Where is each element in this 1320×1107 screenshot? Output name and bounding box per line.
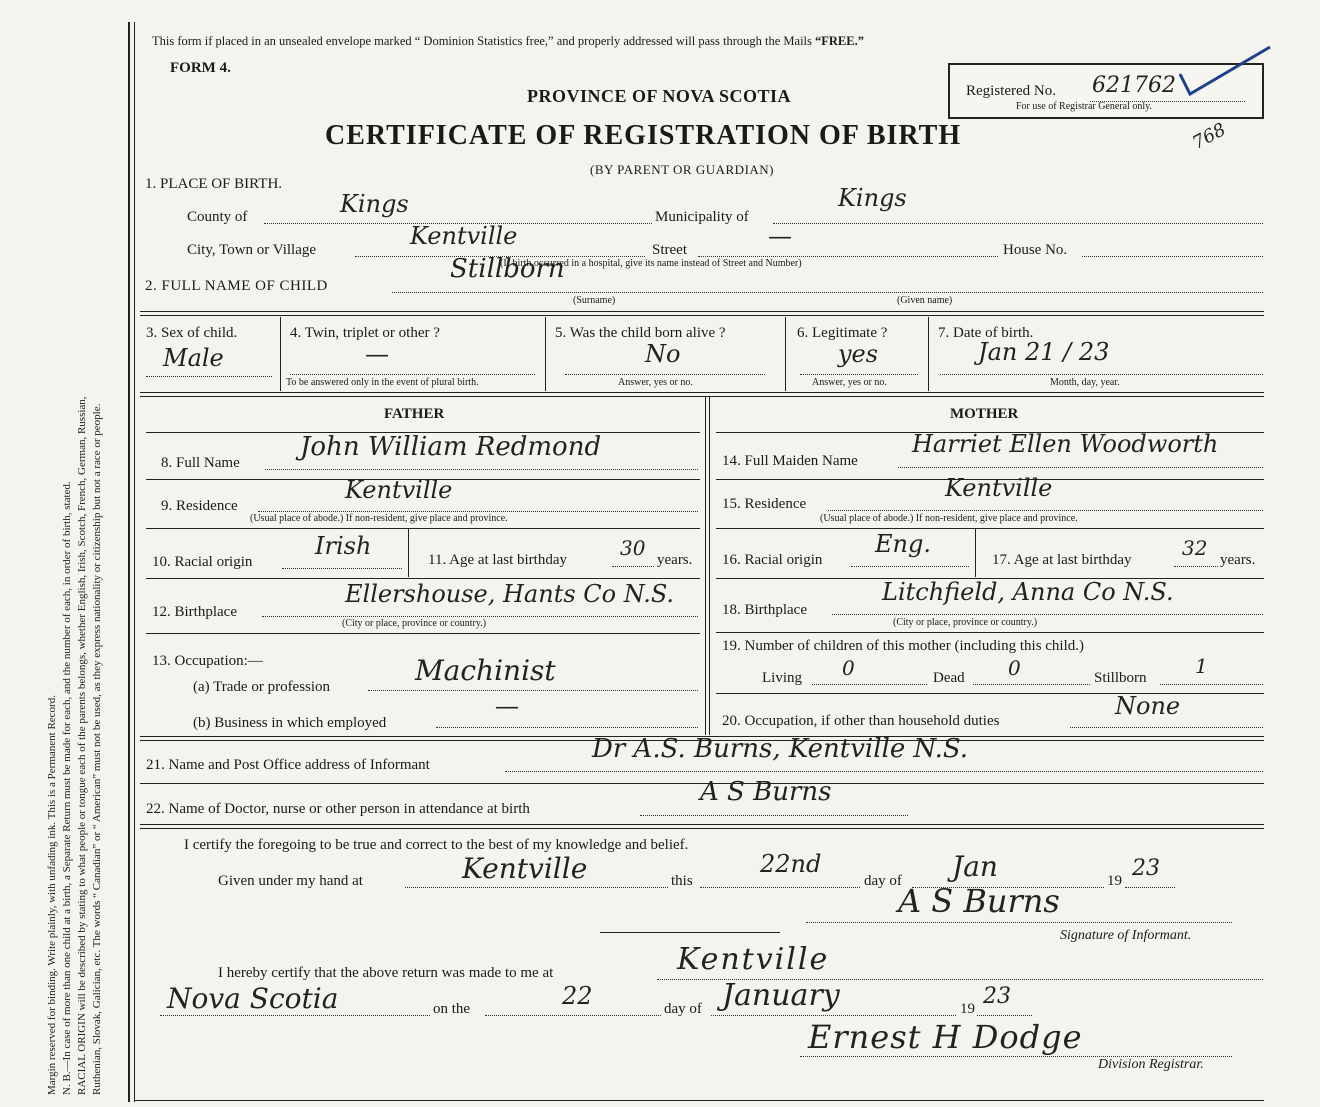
mother-res-label: 15. Residence xyxy=(722,496,807,512)
dead-label: Dead xyxy=(933,670,965,686)
page-title: CERTIFICATE OF REGISTRATION OF BIRTH xyxy=(325,120,962,151)
children-label: 19. Number of children of this mother (including this child.) xyxy=(722,638,1085,654)
rule-mother xyxy=(716,528,1264,529)
registrar-month: January xyxy=(722,978,840,1013)
doctor-value: A S Burns xyxy=(700,777,832,807)
mother-age-value: 32 xyxy=(1182,536,1208,560)
legit-note: Answer, yes or no. xyxy=(812,377,887,388)
mother-bp-label: 18. Birthplace xyxy=(722,602,807,618)
child-name-label: 2. FULL NAME OF CHILD xyxy=(145,278,328,294)
street-label: Street xyxy=(652,242,687,258)
alive-label: 5. Was the child born alive ? xyxy=(555,325,726,341)
hospital-note: (If birth occurred in a hospital, give its name instead of Street and Number) xyxy=(500,258,802,269)
corner-mark: 768 xyxy=(1189,119,1230,154)
mother-race-value: Eng. xyxy=(875,530,931,558)
registrar-on-label: on the xyxy=(433,1001,471,1017)
father-occ-label: 13. Occupation:— xyxy=(152,653,263,669)
checkmark-icon xyxy=(1178,44,1273,100)
bottom-border xyxy=(134,1100,1264,1101)
mother-name-value: Harriet Ellen Woodworth xyxy=(912,430,1219,458)
grid-divider xyxy=(785,317,786,391)
alive-line xyxy=(565,374,765,375)
registered-label: Registered No. xyxy=(966,83,1056,99)
dead-value: 0 xyxy=(1008,656,1021,680)
registrar-day-line xyxy=(485,1015,661,1016)
mother-heading: MOTHER xyxy=(950,406,1019,422)
margin-note: RACIAL ORIGIN will be described by stating to what people or tongue each of the parents belongs, whether English, Irish, Scotch, French, German, Russian, xyxy=(76,396,88,1095)
given-label: Given under my hand at xyxy=(218,873,363,889)
day-line xyxy=(700,887,860,888)
check-mark xyxy=(1178,44,1273,100)
left-border-inner xyxy=(134,22,135,1102)
registrar-statement: I hereby certify that the above return was made to me at xyxy=(218,965,554,981)
registrar-caption: Division Registrar. xyxy=(1098,1057,1204,1072)
mother-res-line xyxy=(828,510,1263,511)
rule-father xyxy=(146,578,700,579)
cert-day: 22nd xyxy=(760,850,822,878)
rule-registrar xyxy=(600,932,780,933)
mother-age-line xyxy=(1174,566,1218,567)
business-value: — xyxy=(495,692,519,720)
father-res-label: 9. Residence xyxy=(161,498,238,514)
legit-label: 6. Legitimate ? xyxy=(797,325,888,341)
registrar-day: 22 xyxy=(562,982,593,1010)
county-value: Kings xyxy=(340,190,409,218)
stillborn-value: 1 xyxy=(1195,654,1208,678)
mother-res-note: (Usual place of abode.) If non-resident, give place and province. xyxy=(820,513,1078,524)
dob-value: Jan 21 / 23 xyxy=(978,338,1110,366)
house-label: House No. xyxy=(1003,242,1068,258)
rule-mother xyxy=(716,632,1264,633)
rule-mother xyxy=(716,693,1264,694)
business-line xyxy=(436,727,698,728)
registrar-year-suffix: 23 xyxy=(983,984,1011,1009)
living-label: Living xyxy=(762,670,802,686)
form-number: FORM 4. xyxy=(170,60,231,76)
trade-label: (a) Trade or profession xyxy=(193,679,331,695)
trade-line xyxy=(368,690,698,691)
registrar-year-line xyxy=(977,1015,1032,1016)
mother-bp-value: Litchfield, Anna Co N.S. xyxy=(882,578,1174,606)
house-line xyxy=(1082,256,1263,257)
mother-bp-note: (City or place, province or country.) xyxy=(893,617,1038,628)
registrar-year-prefix: 19 xyxy=(960,1001,975,1017)
living-line xyxy=(812,684,927,685)
registrar-month-line xyxy=(711,1015,956,1016)
given-caption: (Given name) xyxy=(897,295,953,306)
city-value: Kentville xyxy=(410,222,518,250)
father-race-line xyxy=(282,568,402,569)
informant-signature: A S Burns xyxy=(898,882,1060,920)
mail-note xyxy=(152,34,864,49)
doctor-line xyxy=(640,815,908,816)
sex-value: Male xyxy=(163,344,224,372)
day-of-label: day of xyxy=(864,873,902,889)
mother-occ-label: 20. Occupation, if other than household duties xyxy=(722,713,1000,729)
province-title: PROVINCE OF NOVA SCOTIA xyxy=(527,86,792,106)
signature-line xyxy=(806,922,1232,923)
cert-year-suffix: 23 xyxy=(1132,856,1160,881)
left-border xyxy=(128,22,130,1102)
business-label: (b) Business in which employed xyxy=(193,715,387,731)
father-bp-value: Ellershouse, Hants Co N.S. xyxy=(345,580,675,608)
mother-age-label: 17. Age at last birthday xyxy=(992,552,1132,568)
mother-race-line xyxy=(851,566,969,567)
street-line xyxy=(698,256,998,257)
place-of-birth-label: 1. PLACE OF BIRTH. xyxy=(145,176,283,192)
parents-divider-2 xyxy=(709,397,710,735)
mother-race-divider xyxy=(975,529,976,577)
this-label: this xyxy=(671,873,693,889)
father-age-line xyxy=(612,566,654,567)
mother-res-value: Kentville xyxy=(945,474,1053,502)
father-race-divider xyxy=(408,529,409,577)
parents-divider xyxy=(705,397,706,735)
registrar-note: For use of Registrar General only. xyxy=(1016,101,1152,112)
municipality-line xyxy=(773,223,1263,224)
twin-label: 4. Twin, triplet or other ? xyxy=(290,325,440,341)
municipality-value: Kings xyxy=(838,184,907,212)
registrar-signature: Ernest H Dodge xyxy=(808,1018,1083,1056)
rule-certification-2 xyxy=(140,828,1264,829)
rule-father xyxy=(146,528,700,529)
margin-notes xyxy=(45,25,105,1095)
signature-caption: Signature of Informant. xyxy=(1060,928,1192,943)
rule-certification xyxy=(140,824,1264,825)
registrar-day-of-label: day of xyxy=(664,1001,702,1017)
rule-father xyxy=(146,633,700,634)
margin-note: N. B.—In case of more than one child at a birth, a Separate Return must be made for each, and the number of each, in order of birth, stated. xyxy=(61,481,73,1095)
registered-number: 621762 xyxy=(1092,73,1176,98)
mother-bp-line xyxy=(832,614,1263,615)
stillborn-label: Stillborn xyxy=(1094,670,1147,686)
city-label: City, Town or Village xyxy=(187,242,317,258)
father-name-label: 8. Full Name xyxy=(161,455,240,471)
alive-value: No xyxy=(645,340,681,368)
rule-parents-2 xyxy=(140,396,1264,397)
child-name-line xyxy=(392,292,1263,293)
father-age-value: 30 xyxy=(620,536,646,560)
mail-note-text: This form if placed in an unsealed envelope marked “ Dominion Statistics free,” and properly addressed will pass through the Mails xyxy=(152,34,812,48)
living-value: 0 xyxy=(842,656,855,680)
legit-value: yes xyxy=(838,340,879,368)
informant-label: 21. Name and Post Office address of Informant xyxy=(146,757,430,773)
rule-parents xyxy=(140,392,1264,393)
sex-label: 3. Sex of child. xyxy=(146,325,238,341)
father-race-value: Irish xyxy=(315,532,372,560)
grid-divider xyxy=(280,317,281,391)
given-place: Kentville xyxy=(462,852,588,885)
mother-occ-value: None xyxy=(1115,692,1181,720)
cert-month: Jan xyxy=(952,850,998,883)
twin-value: — xyxy=(365,340,389,368)
sex-line xyxy=(146,376,272,377)
father-res-note: (Usual place of abode.) If non-resident, give place and province. xyxy=(250,513,508,524)
cert-year-prefix: 19 xyxy=(1107,873,1122,889)
legit-line xyxy=(800,374,918,375)
grid-divider xyxy=(545,317,546,391)
mother-occ-line xyxy=(1070,727,1263,728)
page-subtitle: (BY PARENT OR GUARDIAN) xyxy=(590,162,775,177)
given-line xyxy=(405,887,668,888)
mail-free: “FREE.” xyxy=(815,34,864,48)
registrar-place: Kentville xyxy=(677,942,830,977)
dob-note: Month, day, year. xyxy=(1050,377,1120,388)
father-name-value: John William Redmond xyxy=(300,432,602,462)
rule-top-grid xyxy=(140,311,1264,312)
mother-name-line xyxy=(898,467,1263,468)
father-res-line xyxy=(258,511,698,512)
doctor-label: 22. Name of Doctor, nurse or other person in attendance at birth xyxy=(146,801,530,817)
informant-line xyxy=(505,771,1263,772)
mother-name-label: 14. Full Maiden Name xyxy=(722,453,858,469)
father-name-line xyxy=(265,469,698,470)
dead-line xyxy=(973,684,1090,685)
trade-value: Machinist xyxy=(415,654,556,687)
father-race-label: 10. Racial origin xyxy=(152,554,253,570)
cert-statement: I certify the foregoing to be true and correct to the best of my knowledge and belief. xyxy=(184,837,689,853)
rule-top-grid-2 xyxy=(140,315,1264,316)
twin-note: To be answered only in the event of plural birth. xyxy=(286,377,479,388)
municipality-label: Municipality of xyxy=(655,209,749,225)
alive-note: Answer, yes or no. xyxy=(618,377,693,388)
twin-line xyxy=(290,374,535,375)
informant-value: Dr A.S. Burns, Kentville N.S. xyxy=(592,734,968,764)
grid-divider xyxy=(928,317,929,391)
year-line xyxy=(1125,887,1175,888)
child-surname: Stillborn xyxy=(450,254,565,284)
father-res-value: Kentville xyxy=(345,476,453,504)
father-bp-line xyxy=(262,616,698,617)
county-label: County of xyxy=(187,209,248,225)
dob-label: 7. Date of birth. xyxy=(938,325,1034,341)
margin-note: Ruthenian, Slovak, Galician, etc. The words “ Canadian” or “ American” must not be used, as they express nationality or citizenship but not a race or people. xyxy=(91,403,103,1095)
mother-years: years. xyxy=(1220,552,1256,568)
father-bp-label: 12. Birthplace xyxy=(152,604,237,620)
father-bp-note: (City or place, province or country.) xyxy=(342,618,487,629)
registrar-province-line xyxy=(160,1015,430,1016)
dob-line xyxy=(940,374,1263,375)
father-age-label: 11. Age at last birthday xyxy=(428,552,567,568)
surname-caption: (Surname) xyxy=(573,295,616,306)
street-value: — xyxy=(768,222,792,250)
margin-note: Margin reserved for binding. Write plainly, with unfading ink. This is a Permanent Record. xyxy=(46,695,58,1095)
father-heading: FATHER xyxy=(384,406,445,422)
registrar-province: Nova Scotia xyxy=(167,982,339,1015)
father-years: years. xyxy=(657,552,693,568)
mother-race-label: 16. Racial origin xyxy=(722,552,823,568)
stillborn-line xyxy=(1160,684,1263,685)
